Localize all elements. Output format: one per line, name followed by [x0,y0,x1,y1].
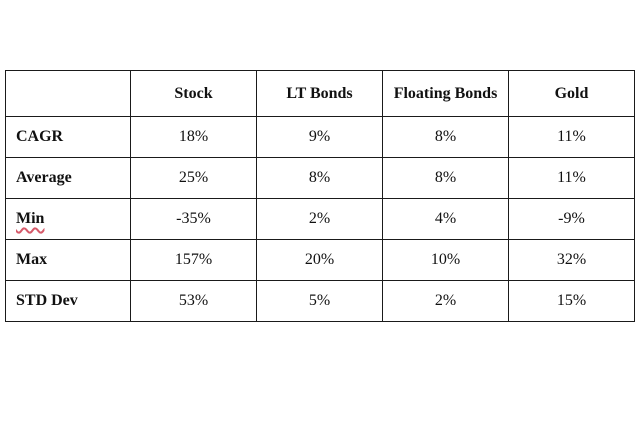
cell-std-dev-gold: 15% [509,281,635,322]
cell-std-dev-floating-bonds: 2% [383,281,509,322]
cell-min-floating-bonds: 4% [383,199,509,240]
table-row-average [6,158,635,199]
cell-max-floating-bonds: 10% [383,240,509,281]
cell-average-floating-bonds: 8% [383,158,509,199]
corner-cell [6,71,131,117]
row-label-min [6,199,131,240]
cell-std-dev-lt-bonds: 5% [257,281,383,322]
cell-average-lt-bonds: 8% [257,158,383,199]
cell-cagr-floating-bonds: 8% [383,117,509,158]
cell-average-stock: 25% [131,158,257,199]
asset-stats-table [5,70,635,322]
table-row-max [6,240,635,281]
cell-cagr-gold: 11% [509,117,635,158]
column-header-gold: Gold [509,71,635,117]
cell-max-stock: 157% [131,240,257,281]
table-row-min [6,199,635,240]
table-row-std-dev [6,281,635,322]
table-row-cagr [6,117,635,158]
row-label-min-text: Min [16,210,45,227]
row-label-max: Max [6,240,131,281]
column-header-floating-bonds: Floating Bonds [383,71,509,117]
row-label-cagr: CAGR [6,117,131,158]
cell-cagr-stock: 18% [131,117,257,158]
cell-min-lt-bonds: 2% [257,199,383,240]
cell-std-dev-stock: 53% [131,281,257,322]
cell-max-gold: 32% [509,240,635,281]
cell-cagr-lt-bonds: 9% [257,117,383,158]
cell-min-stock: -35% [131,199,257,240]
table-header-row [6,71,635,117]
row-label-std-dev: STD Dev [6,281,131,322]
cell-min-gold: -9% [509,199,635,240]
column-header-stock: Stock [131,71,257,117]
cell-max-lt-bonds: 20% [257,240,383,281]
cell-average-gold: 11% [509,158,635,199]
column-header-lt-bonds: LT Bonds [257,71,383,117]
row-label-average: Average [6,158,131,199]
